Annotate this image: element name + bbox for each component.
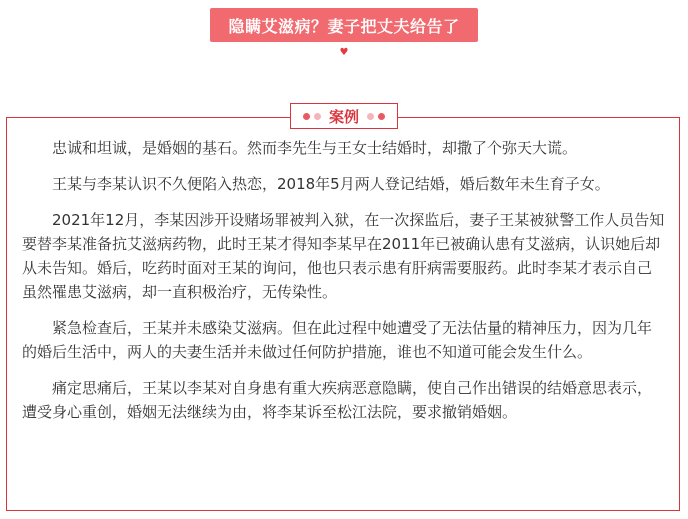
- case-paragraph-5: 痛定思痛后，王某以李某对自身患有重大疾病恶意隐瞒，使自己作出错误的结婚意思表示，遭受身心重创，婚姻无法继续为由，将李某诉至松江法院，要求撤销婚姻。: [22, 379, 653, 421]
- article-title-banner: [210, 8, 478, 42]
- article-title: 隐瞒艾滋病？妻子把丈夫给告了: [228, 16, 460, 36]
- case-paragraph-3: 2021年12月，李某因涉开设赌场罪被判入狱，在一次探监后，妻子王某被狱警工作人员告知要替李某准备抗艾滋病药物，此时王某才得知李某早在2011年已被确认患有艾滋病，认识她后却从未告知。婚后，吃药时面对王某的询问，他也只表示患有肝病需要服药。此时李某才表示自己虽然罹患艾滋病，却一直积极治疗，无传染性。: [22, 211, 665, 301]
- case-label: 案例: [328, 107, 359, 126]
- case-paragraph-1: 忠诚和坦诚，是婚姻的基石。然而李先生与王女士结婚时，却撒了个弥天大谎。: [52, 139, 578, 157]
- case-paragraph-4: 紧急检查后，王某并未感染艾滋病。但在此过程中她遭受了无法估量的精神压力，因为几年的婚后生活中，两人的夫妻生活并未做过任何防护措施，谁也不知道可能会发生什么。: [22, 319, 653, 361]
- dot-decoration-icon: [314, 113, 321, 120]
- case-body: [22, 136, 666, 436]
- heart-icon: [339, 48, 349, 58]
- case-paragraph-2: 王某与李某认识不久便陷入热恋，2018年5月两人登记结婚，婚后数年未生育子女。: [52, 175, 610, 193]
- heart-icon-glyph: ♥: [339, 47, 349, 58]
- dot-decoration-icon: [378, 113, 385, 120]
- case-label-tag: [290, 103, 398, 129]
- dot-decoration-icon: [303, 113, 310, 120]
- dot-decoration-icon: [367, 113, 374, 120]
